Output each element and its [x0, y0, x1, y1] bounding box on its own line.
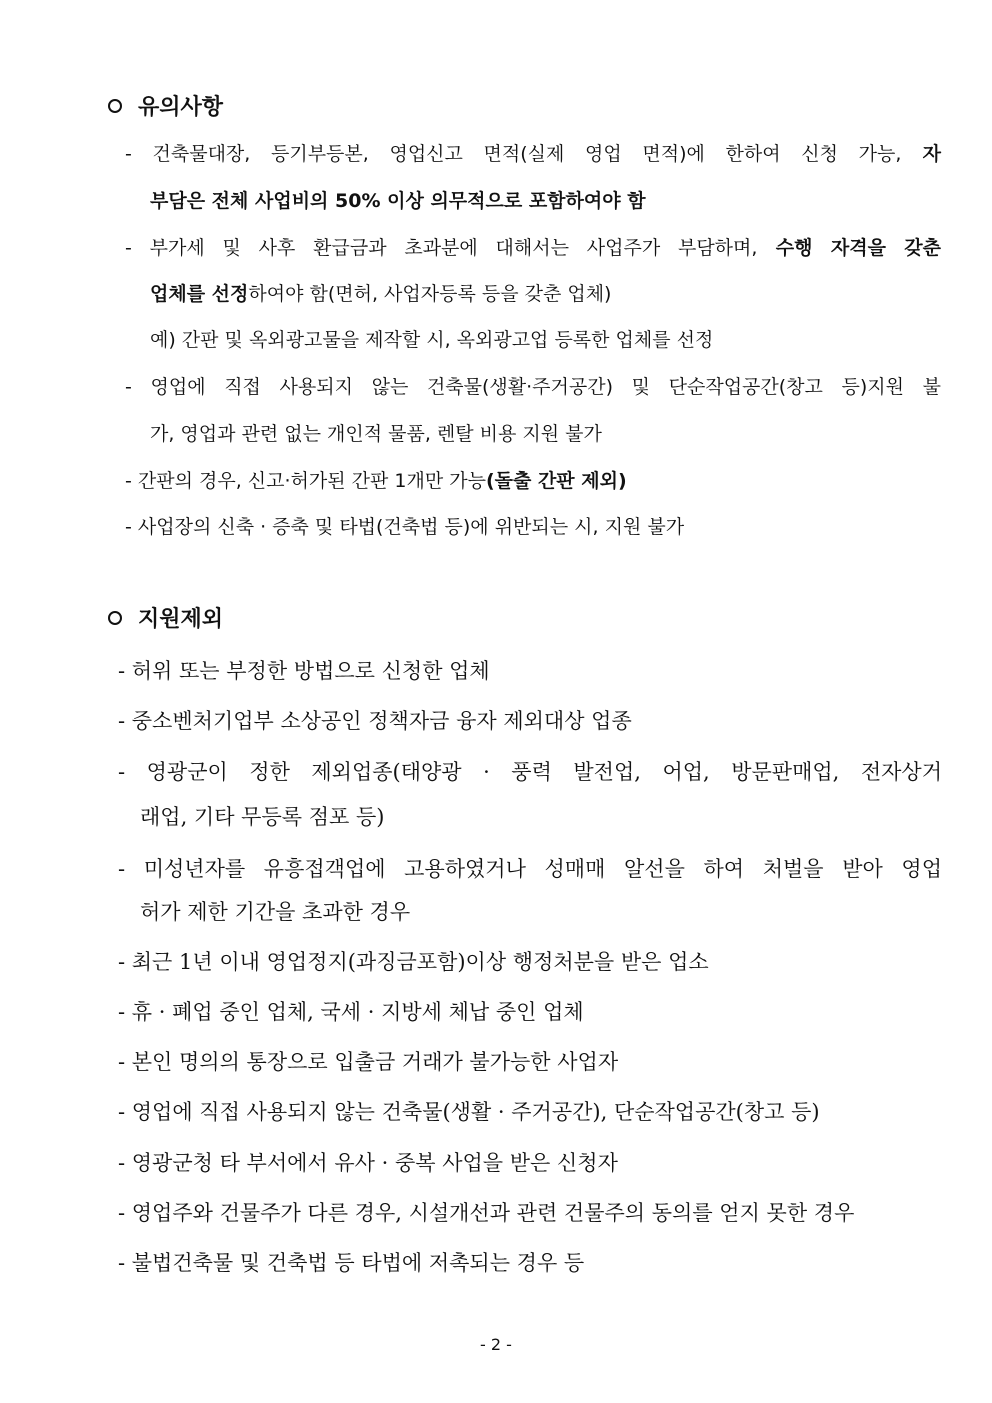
exclusion-item-1: - 허위 또는 부정한 방법으로 신청한 업체: [118, 659, 490, 683]
note-item-3-line-2: 가, 영업과 관련 없는 개인적 물품, 렌탈 비용 지원 불가: [150, 423, 602, 445]
exclusion-item-4-line-1: - 미성년자를 유흥접객업에 고용하였거나 성매매 알선을 하여 처벌을 받아 영업: [118, 857, 942, 881]
exclusion-item-8: - 영업에 직접 사용되지 않는 건축물(생활 · 주거공간), 단순작업공간(창고 등): [118, 1100, 820, 1124]
exclusion-item-4-line-2: 허가 제한 기간을 초과한 경우: [140, 900, 411, 924]
exclusion-item-5: - 최근 1년 이내 영업정지(과징금포함)이상 행정처분을 받은 업소: [118, 950, 709, 974]
section-title-notes: [108, 90, 223, 121]
note-item-3-line-1: - 영업에 직접 사용되지 않는 건축물(생활·주거공간) 및 단순작업공간(창고 등)지원 불: [125, 376, 941, 398]
exclusion-item-9: - 영광군청 타 부서에서 유사 · 중복 사업을 받은 신청자: [118, 1151, 618, 1175]
section-title-text: 지원제외: [138, 607, 224, 632]
exclusion-item-6: - 휴 · 폐업 중인 업체, 국세 · 지방세 체납 중인 업체: [118, 1000, 584, 1024]
note-item-5: - 사업장의 신축 · 증축 및 타법(건축법 등)에 위반되는 시, 지원 불가: [125, 516, 685, 538]
exclusion-item-10: - 영업주와 건물주가 다른 경우, 시설개선과 관련 건물주의 동의를 얻지 못한 경우: [118, 1201, 855, 1225]
note-item-2-example: 예) 간판 및 옥외광고물을 제작할 시, 옥외광고업 등록한 업체를 선정: [150, 329, 714, 351]
section-title-text: 유의사항: [138, 95, 224, 120]
note-item-2-line-1: - 부가세 및 사후 환급금과 초과분에 대해서는 사업주가 부담하며, 수행 자격을 갖춘: [125, 237, 941, 259]
note-item-2-line-2: 업체를 선정하여야 함(면허, 사업자등록 등을 갖춘 업체): [150, 283, 612, 305]
exclusion-item-7: - 본인 명의의 통장으로 입출금 거래가 불가능한 사업자: [118, 1050, 619, 1074]
exclusion-item-11: - 불법건축물 및 건축법 등 타법에 저촉되는 경우 등: [118, 1251, 585, 1275]
circle-bullet-icon: [108, 99, 122, 113]
page-number: - 2 -: [480, 1335, 512, 1354]
circle-bullet-icon: [108, 611, 122, 625]
note-item-4: - 간판의 경우, 신고·허가된 간판 1개만 가능(돌출 간판 제외): [125, 470, 627, 492]
exclusion-item-3-line-2: 래업, 기타 무등록 점포 등): [140, 805, 385, 829]
note-item-1-line-2: 부담은 전체 사업비의 50% 이상 의무적으로 포함하여야 함: [150, 190, 646, 212]
section-title-exclusions: [108, 602, 223, 633]
exclusion-item-2: - 중소벤처기업부 소상공인 정책자금 융자 제외대상 업종: [118, 709, 632, 733]
note-item-1-line-1: - 건축물대장, 등기부등본, 영업신고 면적(실제 영업 면적)에 한하여 신청 가능, 자: [125, 143, 941, 165]
exclusion-item-3-line-1: - 영광군이 정한 제외업종(태양광 · 풍력 발전업, 어업, 방문판매업, 전자상거: [118, 760, 942, 784]
